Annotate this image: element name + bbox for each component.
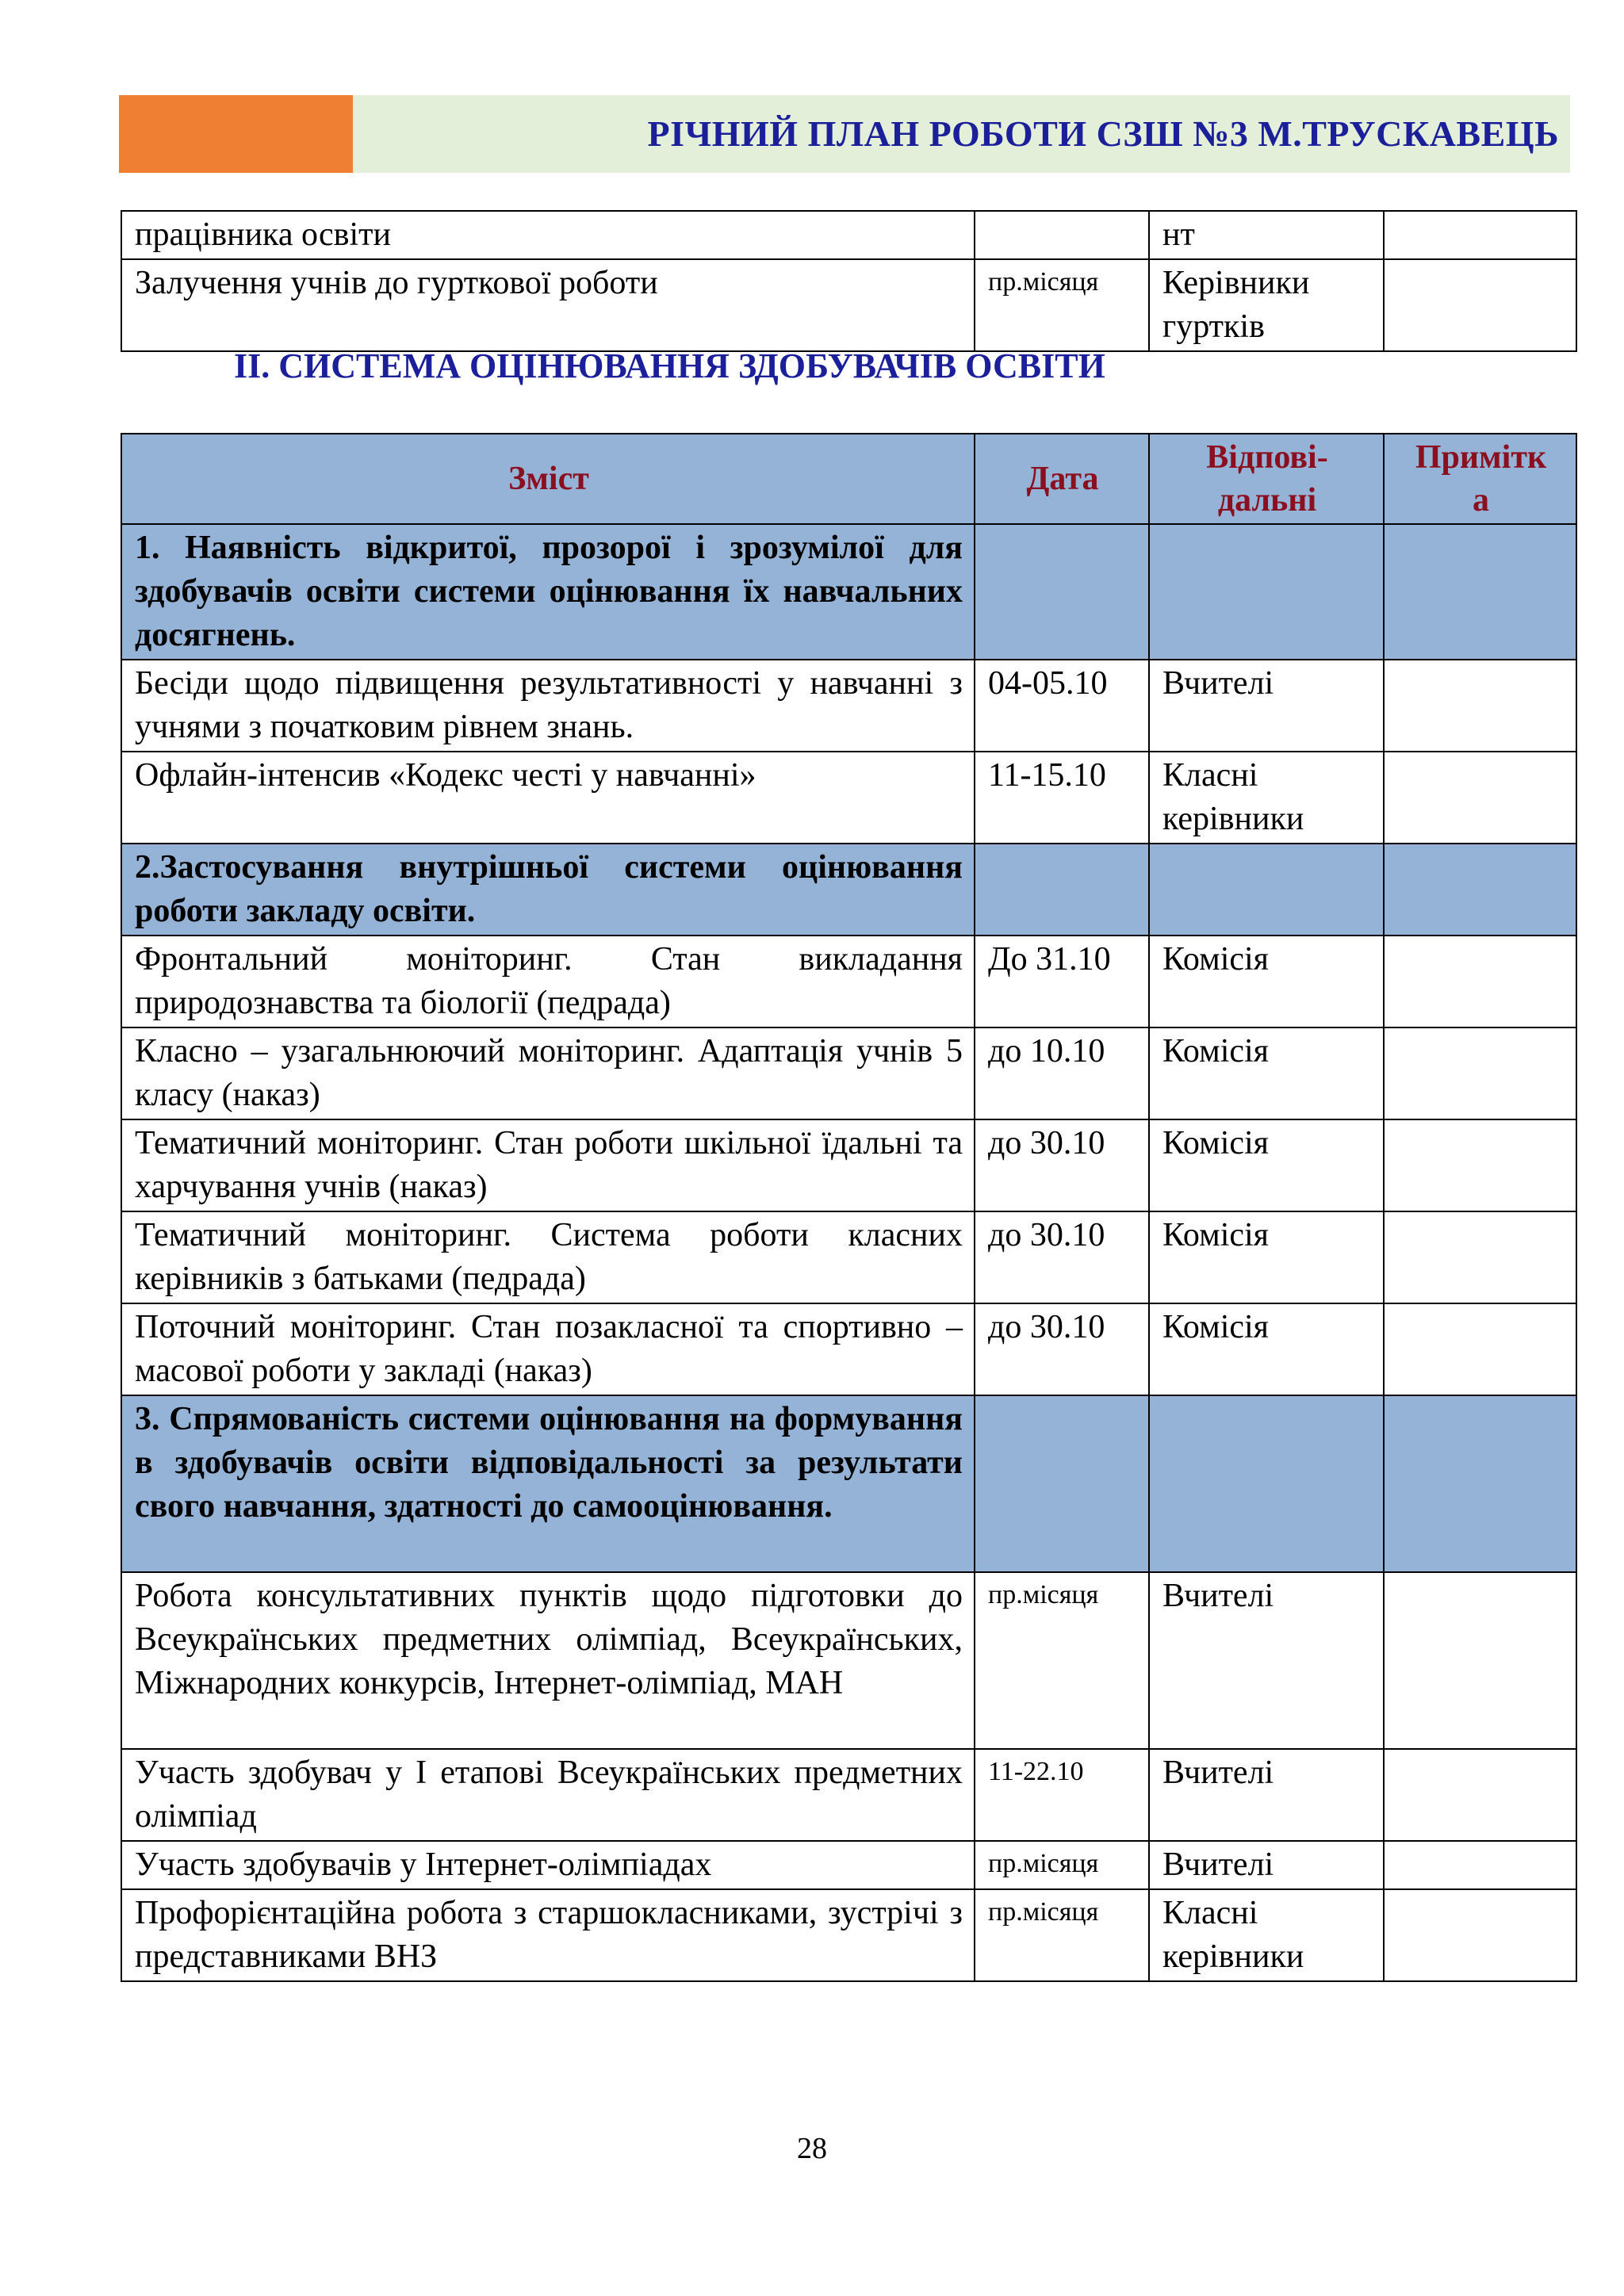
date-cell: пр.місяця <box>975 1841 1149 1889</box>
column-header-note-line1: Примітк <box>1415 439 1547 476</box>
responsible-cell: Комісія <box>1149 1119 1384 1211</box>
note-cell <box>1384 211 1576 259</box>
empty-cell <box>975 1395 1149 1572</box>
note-cell <box>1384 1749 1576 1841</box>
note-cell <box>1384 1572 1576 1749</box>
note-cell <box>1384 660 1576 752</box>
table-row <box>121 1889 1576 1981</box>
empty-cell <box>1149 844 1384 936</box>
table-row <box>121 1303 1576 1395</box>
note-cell <box>1384 259 1576 351</box>
content-cell: Офлайн-інтенсив «Кодекс честі у навчанні» <box>121 752 975 844</box>
responsible-cell: Комісія <box>1149 1303 1384 1395</box>
note-cell <box>1384 1889 1576 1981</box>
document-title: РІЧНИЙ ПЛАН РОБОТИ СЗШ №3 М.ТРУСКАВЕЦЬ <box>647 113 1559 154</box>
column-header-note-line2: а <box>1473 482 1489 519</box>
table-row <box>121 1211 1576 1303</box>
content-cell: Участь здобувач у І етапові Всеукраїнських предметних олімпіад <box>121 1749 975 1841</box>
date-cell: До 31.10 <box>975 936 1149 1027</box>
table-row <box>121 1572 1576 1749</box>
responsible-cell: нт <box>1149 211 1384 259</box>
responsible-cell: Класні керівники <box>1149 1889 1384 1981</box>
note-cell <box>1384 1211 1576 1303</box>
date-cell: пр.місяця <box>975 259 1149 351</box>
date-cell: до 30.10 <box>975 1119 1149 1211</box>
header-accent-block <box>119 95 353 173</box>
table-row <box>121 1749 1576 1841</box>
content-cell: Поточний моніторинг. Стан позакласної та спортивно – масової роботи у закладі (наказ) <box>121 1303 975 1395</box>
column-header-responsible-line1: Відпові- <box>1206 439 1328 476</box>
content-cell: Тематичний моніторинг. Стан роботи шкільної їдальні та харчування учнів (наказ) <box>121 1119 975 1211</box>
content-cell: працівника освіти <box>121 211 975 259</box>
section-title: ІІ. СИСТЕМА ОЦІНЮВАННЯ ЗДОБУВАЧІВ ОСВІТИ <box>234 346 1105 385</box>
date-cell: до 10.10 <box>975 1027 1149 1119</box>
content-cell: Фронтальний моніторинг. Стан викладання природознавства та біології (педрада) <box>121 936 975 1027</box>
note-cell <box>1384 1027 1576 1119</box>
empty-cell <box>1384 524 1576 660</box>
column-header-responsible-line2: дальні <box>1217 482 1317 519</box>
responsible-cell: Комісія <box>1149 936 1384 1027</box>
responsible-cell: Керівники гуртків <box>1149 259 1384 351</box>
content-cell: Класно – узагальнюючий моніторинг. Адаптація учнів 5 класу (наказ) <box>121 1027 975 1119</box>
column-header-responsible <box>1149 434 1384 524</box>
content-cell: Залучення учнів до гурткової роботи <box>121 259 975 351</box>
assessment-table <box>121 433 1577 1982</box>
table-row <box>121 752 1576 844</box>
table-header-row <box>121 434 1576 524</box>
note-cell <box>1384 752 1576 844</box>
table-row <box>121 1027 1576 1119</box>
column-header-note <box>1384 434 1576 524</box>
note-cell <box>1384 936 1576 1027</box>
responsible-cell: Вчителі <box>1149 1841 1384 1889</box>
section-row <box>121 1395 1576 1572</box>
content-cell: Бесіди щодо підвищення результативності у навчанні з учнями з початковим рівнем знань. <box>121 660 975 752</box>
section-heading-cell: 3. Спрямованість системи оцінювання на формування в здобувачів освіти відповідальності за результати свого навчання, здатності до самооцінювання. <box>121 1395 975 1572</box>
table-row <box>121 936 1576 1027</box>
note-cell <box>1384 1303 1576 1395</box>
date-cell: до 30.10 <box>975 1303 1149 1395</box>
date-cell: пр.місяця <box>975 1572 1149 1749</box>
empty-cell <box>975 524 1149 660</box>
note-cell <box>1384 1841 1576 1889</box>
section-row <box>121 524 1576 660</box>
section-row <box>121 844 1576 936</box>
responsible-cell: Вчителі <box>1149 660 1384 752</box>
responsible-cell: Вчителі <box>1149 1749 1384 1841</box>
date-cell: 04-05.10 <box>975 660 1149 752</box>
content-cell: Робота консультативних пунктів щодо підготовки до Всеукраїнських предметних олімпіад, Всеукраїнських, Міжнародних конкурсів, Інтернет-олімпіад, МАН <box>121 1572 975 1749</box>
empty-cell <box>1384 844 1576 936</box>
table-row <box>121 211 1576 259</box>
table-row <box>121 660 1576 752</box>
responsible-cell: Вчителі <box>1149 1572 1384 1749</box>
empty-cell <box>1384 1395 1576 1572</box>
section-heading-cell: 2.Застосування внутрішньої системи оцінювання роботи закладу освіти. <box>121 844 975 936</box>
date-cell <box>975 211 1149 259</box>
responsible-cell: Комісія <box>1149 1027 1384 1119</box>
table-row <box>121 1841 1576 1889</box>
column-header-content: Зміст <box>121 434 975 524</box>
previous-section-table <box>121 210 1577 352</box>
table-row <box>121 259 1576 351</box>
table-row <box>121 1119 1576 1211</box>
content-cell: Участь здобувачів у Інтернет-олімпіадах <box>121 1841 975 1889</box>
date-cell: 11-15.10 <box>975 752 1149 844</box>
responsible-cell: Класні керівники <box>1149 752 1384 844</box>
content-cell: Тематичний моніторинг. Система роботи класних керівників з батьками (педрада) <box>121 1211 975 1303</box>
empty-cell <box>975 844 1149 936</box>
content-cell: Профорієнтаційна робота з старшокласниками, зустрічі з представниками ВНЗ <box>121 1889 975 1981</box>
responsible-cell: Комісія <box>1149 1211 1384 1303</box>
note-cell <box>1384 1119 1576 1211</box>
column-header-date: Дата <box>975 434 1149 524</box>
date-cell: пр.місяця <box>975 1889 1149 1981</box>
empty-cell <box>1149 1395 1384 1572</box>
date-cell: до 30.10 <box>975 1211 1149 1303</box>
section-heading-cell: 1. Наявність відкритої, прозорої і зрозумілої для здобувачів освіти системи оцінювання їх навчальних досягнень. <box>121 524 975 660</box>
page-number: 28 <box>797 2132 827 2165</box>
date-cell: 11-22.10 <box>975 1749 1149 1841</box>
empty-cell <box>1149 524 1384 660</box>
